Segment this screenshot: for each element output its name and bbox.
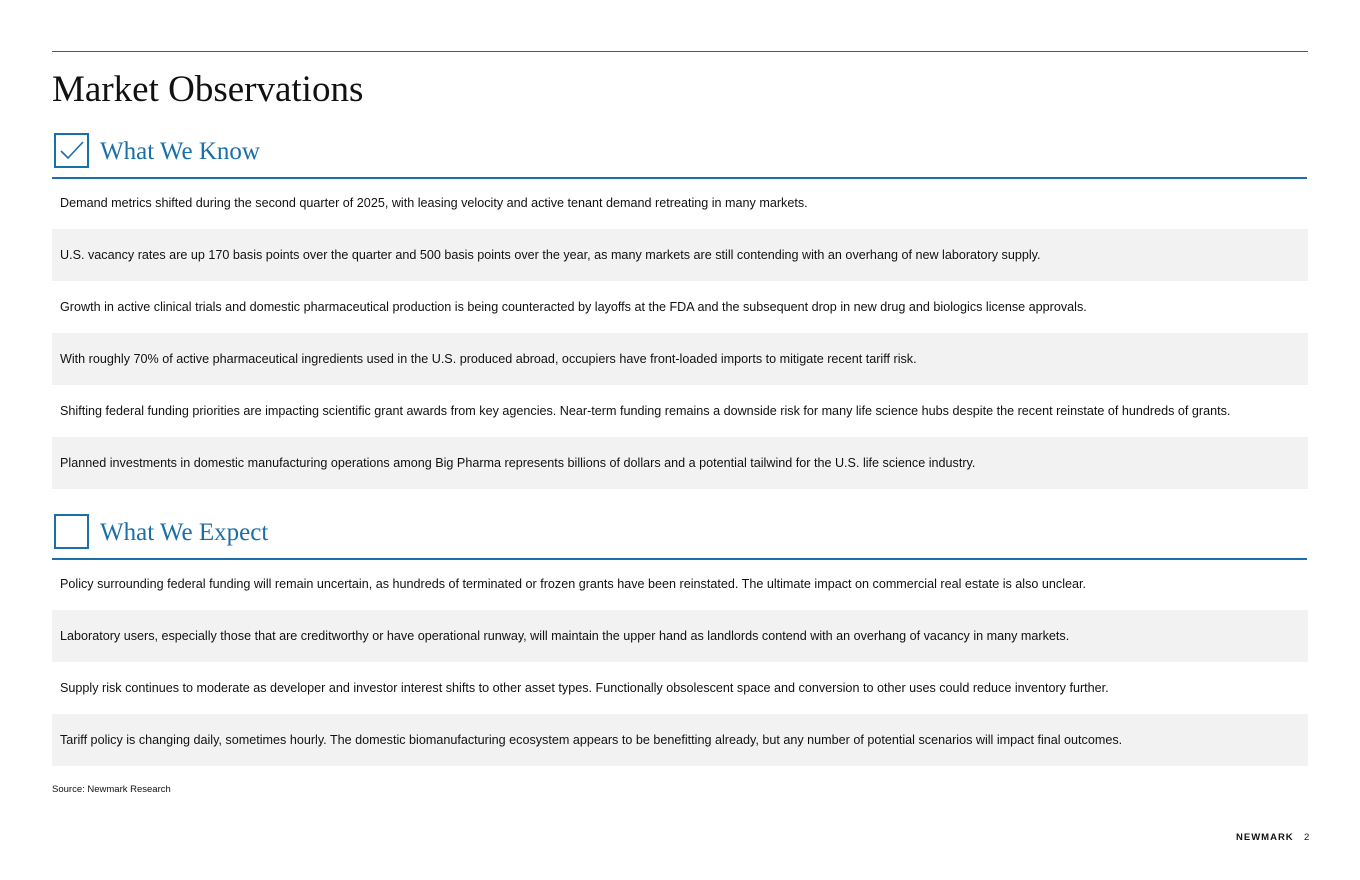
top-rule xyxy=(52,51,1308,52)
list-item: With roughly 70% of active pharmaceutical ingredients used in the U.S. produced abroad, occupiers have front-loaded imports to mitigate recent tariff risk. xyxy=(52,333,1308,385)
page-title: Market Observations xyxy=(52,69,364,110)
empty-box-icon xyxy=(54,514,89,549)
list-item: Laboratory users, especially those that are creditworthy or have operational runway, will maintain the upper hand as landlords contend with an overhang of vacancy in many markets. xyxy=(52,610,1308,662)
checkmark-box-icon xyxy=(54,133,89,168)
list-item: Shifting federal funding priorities are impacting scientific grant awards from key agencies. Near-term funding remains a downside risk for many life science hubs despite the recent reinstate of hundreds of grants. xyxy=(60,404,1231,418)
list-item: Growth in active clinical trials and domestic pharmaceutical production is being counteracted by layoffs at the FDA and the subsequent drop in new drug and biologics license approvals. xyxy=(60,300,1087,314)
list-item: U.S. vacancy rates are up 170 basis points over the quarter and 500 basis points over the year, as many markets are still contending with an overhang of new laboratory supply. xyxy=(52,229,1308,281)
list-item: Tariff policy is changing daily, sometimes hourly. The domestic biomanufacturing ecosystem appears to be benefitting already, but any number of potential scenarios will impact final outcomes. xyxy=(52,714,1308,766)
list-item: Planned investments in domestic manufacturing operations among Big Pharma represents billions of dollars and a potential tailwind for the U.S. life science industry. xyxy=(52,437,1308,489)
section-header-what-we-expect xyxy=(52,514,1307,560)
section-title: What We Expect xyxy=(100,519,269,546)
page-number: 2 xyxy=(1304,832,1310,843)
source-note: Source: Newmark Research xyxy=(52,784,171,795)
section-header-what-we-know xyxy=(52,133,1307,179)
list-item: Supply risk continues to moderate as developer and investor interest shifts to other asset types. Functionally obsolescent space and conversion to other uses could reduce inventory further. xyxy=(60,681,1109,695)
what-we-expect-list xyxy=(52,558,1308,766)
what-we-know-list xyxy=(52,177,1308,489)
list-item: Demand metrics shifted during the second quarter of 2025, with leasing velocity and active tenant demand retreating in many markets. xyxy=(60,196,808,210)
section-title: What We Know xyxy=(100,138,260,165)
list-item: Policy surrounding federal funding will remain uncertain, as hundreds of terminated or frozen grants have been reinstated. The ultimate impact on commercial real estate is also unclear. xyxy=(60,577,1087,591)
brand-logo: NEWMARK xyxy=(1236,832,1294,843)
